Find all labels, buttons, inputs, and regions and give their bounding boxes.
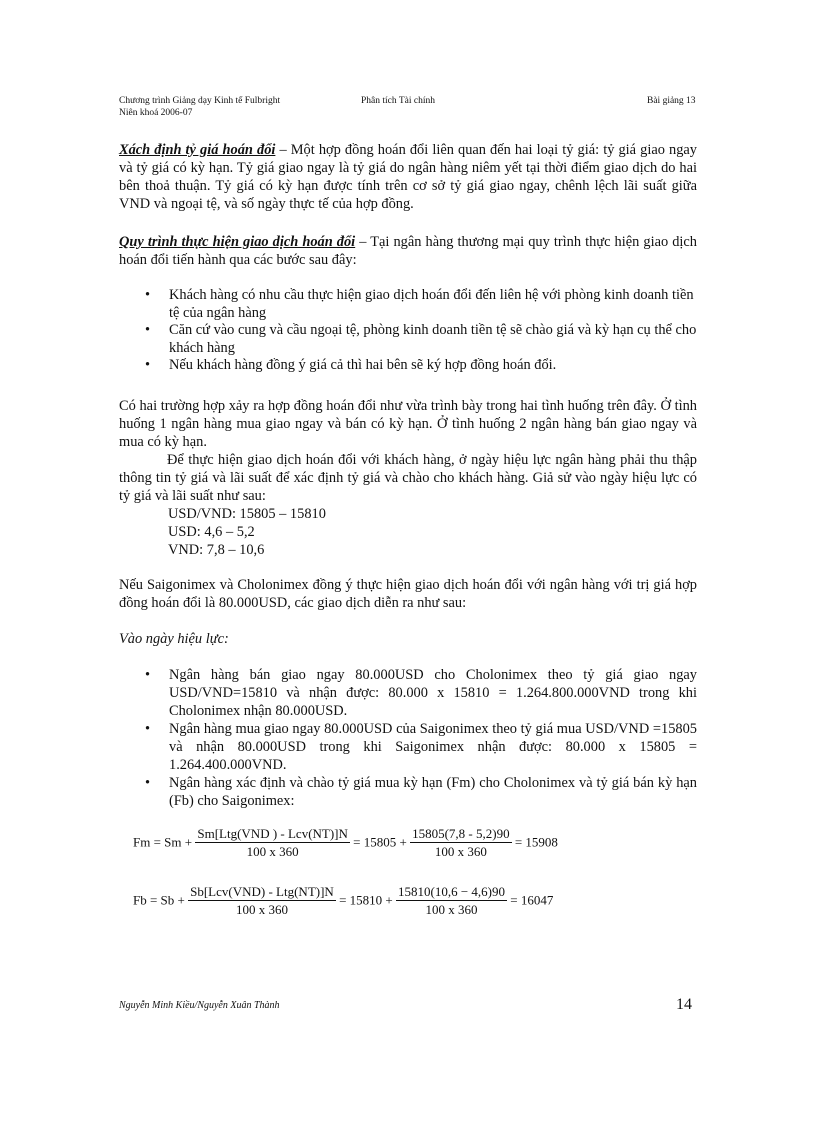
formula-fb: Fb = Sb + $\frac{\text{Sb[Lcv(VND) - Ltg(NT)]N}}{100 x 360}$ = 15810 + $\frac{15810(10,6 - 4,6)90}{100 x 360}$ = 16047 (133, 884, 554, 917)
section-heading: Quy trình thực hiện giao dịch hoán đổi (119, 234, 356, 250)
paragraph-contract: Nếu Saigonimex và Cholonimex đồng ý thực hiện giao dịch hoán đổi với ngân hàng với trị giá hợp đồng hoán đổi là 80.000USD, các giao dịch diễn ra như sau: (119, 577, 697, 611)
list-item: • Khách hàng có nhu cầu thực hiện giao dịch hoán đổi đến liên hệ với phòng kinh doanh tiền tệ của ngân hàng (119, 287, 697, 322)
rates-list (119, 505, 697, 559)
fraction: $\frac{\text{Sb[Lcv(VND) - Ltg(NT)]N}}{100 x 360}$ (190, 884, 334, 917)
paragraph-swap-rate: Xách định tỷ giá hoán đổi – Một hợp đồng hoán đổi liên quan đến hai loại tỷ giá: tỷ giá giao ngay và tỷ giá có kỳ hạn. Tỷ giá giao ngay là tỷ giá do ngân hàng niêm yết tại thời điểm giao dịch do hai bên thoả thuận. Tỷ giá có kỳ hạn được tính trên cơ sở tỷ giá giao ngay, chênh lệch lãi suất giữa VND và ngoại tệ, và số ngày thực tế của hợp đồng. (119, 142, 697, 212)
paragraph-swap-procedure: Quy trình thực hiện giao dịch hoán đổi – Tại ngân hàng thương mại quy trình thực hiện giao dịch hoán đổi tiến hành qua các bước sau đây: (119, 234, 697, 268)
rate-line: VND: 7,8 – 10,6 (168, 542, 265, 558)
subject-title: Phân tích Tài chính (361, 96, 435, 106)
transactions-list (119, 666, 697, 810)
section-heading: Xách định tỷ giá hoán đổi (119, 142, 276, 158)
course-title: Chương trình Giảng dạy Kinh tế Fulbright Niên khoá 2006-07 (119, 96, 281, 118)
formula-fm: Fm = Sm + $\frac{\text{Sm[Ltg(VND ) - Lcv(NT)]N}}{100 x 360}$ = 15805 + $\frac{15805(7,8 - 5,2)90}{100 x 360}$ = 15908 (133, 826, 558, 859)
paragraph-cases: Có hai trường hợp xảy ra hợp đồng hoán đổi như vừa trình bày trong hai tình huống trên đây. Ở tình huống 1 ngân hàng mua giao ngay và bán có kỳ hạn. Ở tình huống 2 ngân hàng bán giao ngay và mua có kỳ hạn. (119, 398, 697, 450)
lecture-number: Bài giảng 13 (647, 96, 696, 106)
list-item: • Nếu khách hàng đồng ý giá cả thì hai bên sẽ ký hợp đồng hoán đổi. (119, 357, 697, 375)
list-item: • Ngân hàng xác định và chào tỷ giá mua kỳ hạn (Fm) cho Cholonimex và tỷ giá bán kỳ hạn (Fb) cho Saigonimex: (119, 774, 697, 810)
list-item: • Ngân hàng bán giao ngay 80.000USD cho Cholonimex theo tỷ giá giao ngay USD/VND=15810 và nhận được: 80.000 x 15810 = 1.264.800.000VND trong khi Cholonimex nhận 80.000USD. (119, 666, 697, 720)
rate-line: USD: 4,6 – 5,2 (168, 524, 255, 540)
fraction: $\frac{15810(10,6 - 4,6)90}{100 x 360}$ (397, 884, 505, 917)
footer-authors: Nguyễn Minh Kiều/Nguyễn Xuân Thành (119, 1000, 280, 1011)
paragraph-rates-intro: Để thực hiện giao dịch hoán đổi với khách hàng, ở ngày hiệu lực ngân hàng phải thu thập thông tin tỷ giá và lãi suất để xác định tỷ giá và chào cho khách hàng. Giả sử vào ngày hiệu lực có tỷ giá và lãi suất như sau: (119, 452, 697, 504)
procedure-list (119, 287, 697, 375)
list-item: • Ngân hàng mua giao ngay 80.000USD của Saigonimex theo tỷ giá mua USD/VND =15805 và nhận 80.000USD trong khi Saigonimex nhận được: 80.000 x 15805 = 1.264.400.000VND. (119, 720, 697, 774)
effective-day-heading: Vào ngày hiệu lực: (119, 631, 229, 647)
fraction: $\frac{15805(7,8 - 5,2)90}{100 x 360}$ (412, 826, 510, 859)
fraction: $\frac{\text{Sm[Ltg(VND ) - Lcv(NT)]N}}{100 x 360}$ (197, 826, 348, 859)
list-item: • Căn cứ vào cung và cầu ngoại tệ, phòng kinh doanh tiền tệ sẽ chào giá và kỳ hạn cụ thể cho khách hàng (119, 322, 697, 357)
rate-line: USD/VND: 15805 – 15810 (168, 506, 326, 522)
page-number: 14 (676, 996, 692, 1013)
